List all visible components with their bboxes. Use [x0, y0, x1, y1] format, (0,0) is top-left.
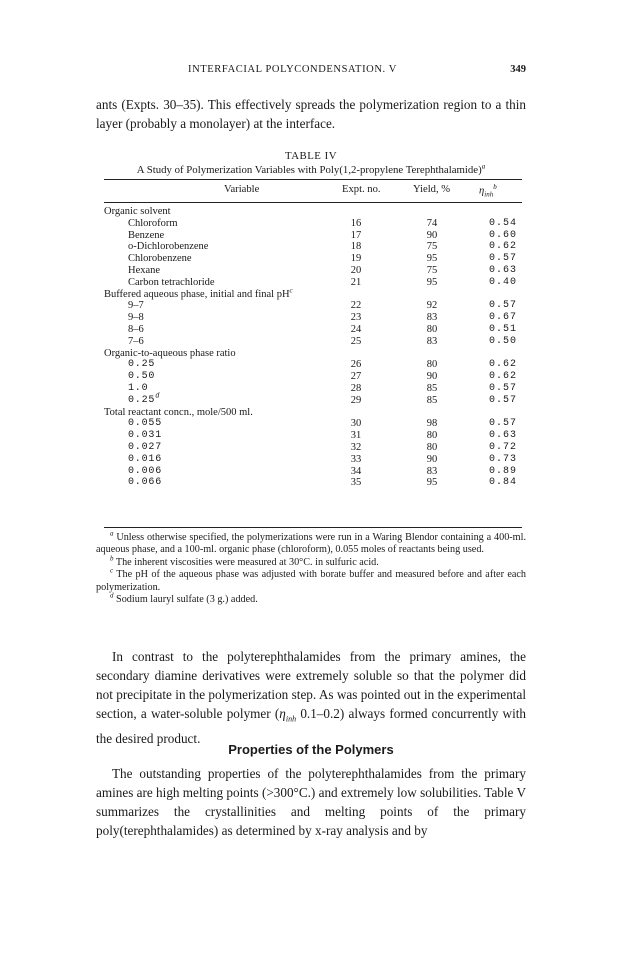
table-row: [104, 371, 522, 383]
table-row: [104, 336, 522, 348]
page-number: 349: [510, 64, 526, 75]
table-row: [104, 230, 522, 242]
table-row: [104, 477, 522, 489]
cell-yield: 75: [426, 264, 438, 276]
cell-yield: 90: [426, 371, 438, 383]
inline-eta-symbol: η: [279, 706, 286, 721]
table-group-heading: [104, 286, 522, 301]
cell-yield: 95: [426, 253, 438, 265]
cell-yield: 80: [426, 441, 438, 453]
cell-variable: [128, 454, 162, 466]
table-row: [104, 312, 522, 324]
cell-eta-inh: 0.84: [489, 477, 518, 489]
cell-variable-text: Hexane: [128, 264, 161, 276]
cell-variable: [128, 218, 178, 230]
cell-variable-text: 0.016: [128, 453, 163, 465]
cell-expt-no: 32: [350, 441, 362, 453]
cell-yield: 95: [426, 276, 438, 288]
paragraph-2-before: In contrast to the polyterephthalamides from the primary amines, the secondary diamine derivatives were extremely soluble so that the polymer did not precipitate in the polymerization step. As was pointed out in the experimental section, a water-soluble polymer (: [96, 649, 526, 721]
cell-eta-inh: 0.57: [489, 382, 518, 394]
cell-variable: [128, 477, 162, 489]
table-group-heading: [104, 206, 522, 218]
cell-expt-no: 29: [350, 394, 362, 406]
cell-variable: [128, 300, 144, 312]
cell-expt-no: 25: [350, 335, 362, 347]
cell-expt-no: 19: [350, 253, 362, 265]
cell-variable: [128, 430, 162, 442]
section-heading: Properties of the Polymers: [228, 742, 394, 757]
footnote: [96, 554, 526, 569]
cell-eta-inh: 0.57: [489, 300, 518, 312]
cell-variable-text: 9–8: [128, 312, 144, 324]
table-group-heading: [104, 407, 522, 419]
footnote-mark: a: [110, 529, 114, 538]
footnote-text: Sodium lauryl sulfate (3 g.) added.: [113, 594, 258, 606]
group-title: Total reactant concn., mole/500 ml.: [104, 406, 253, 418]
cell-yield: 74: [426, 217, 438, 229]
cell-variable: [128, 241, 208, 253]
paragraph-2: [96, 647, 526, 748]
cell-variable: [128, 466, 162, 478]
cell-variable-text: Benzene: [128, 229, 165, 241]
cell-variable-text: 9–7: [128, 300, 144, 312]
cell-expt-no: 16: [350, 217, 362, 229]
cell-yield: 80: [426, 323, 438, 335]
cell-eta-inh: 0.50: [489, 335, 518, 347]
cell-expt-no: 28: [350, 382, 362, 394]
cell-yield: 83: [426, 312, 438, 324]
table-row: [104, 253, 522, 265]
cell-yield: 90: [426, 453, 438, 465]
cell-eta-inh: 0.40: [489, 276, 518, 288]
cell-variable-text: 0.25: [128, 359, 156, 371]
cell-eta-inh: 0.72: [489, 441, 518, 453]
cell-yield: 85: [426, 382, 438, 394]
caption-footnote-mark: a: [481, 162, 486, 171]
cell-expt-no: 20: [350, 264, 362, 276]
cell-expt-no: 30: [350, 418, 362, 430]
cell-yield: 83: [426, 465, 438, 477]
eta-subscript: inh: [484, 190, 494, 199]
table-header-row: [104, 183, 522, 199]
cell-variable-text: 0.031: [128, 430, 163, 442]
cell-variable-text: 0.25: [128, 394, 156, 406]
cell-eta-inh: 0.63: [489, 264, 518, 276]
cell-expt-no: 33: [350, 453, 362, 465]
cell-variable-text: Chlorobenzene: [128, 253, 192, 265]
table-row: [104, 241, 522, 253]
group-title: Organic solvent: [104, 206, 171, 217]
cell-expt-no: 23: [350, 312, 362, 324]
table-row: [104, 324, 522, 336]
eta-footnote-mark: b: [493, 183, 497, 191]
table-row: [104, 218, 522, 230]
column-header-variable: Variable: [224, 184, 260, 195]
footnote-text: The inherent viscosities were measured at 30°C. in sulfuric acid.: [113, 556, 379, 568]
group-title: Organic-to-aqueous phase ratio: [104, 347, 236, 359]
cell-variable-text: Carbon tetrachloride: [128, 276, 215, 288]
cell-yield: 98: [426, 418, 438, 430]
column-header-yield: Yield, %: [413, 184, 451, 195]
cell-variable: [128, 442, 162, 454]
cell-variable: [128, 324, 144, 336]
footnote-mark: b: [110, 554, 114, 563]
running-header: [96, 64, 526, 78]
cell-expt-no: 22: [350, 300, 362, 312]
column-header-expt-no: Expt. no.: [342, 184, 381, 195]
footnote: [96, 529, 526, 557]
column-header-eta-inh: [479, 183, 497, 199]
cell-yield: 80: [426, 430, 438, 442]
cell-variable: [128, 230, 164, 242]
footnote: [96, 566, 526, 594]
cell-eta-inh: 0.63: [489, 430, 518, 442]
cell-yield: 83: [426, 335, 438, 347]
paragraph-3: The outstanding properties of the polyterephthalamides from the primary amines are high melting points (>300°C.) and extremely low solubilities. Table V summarizes the crystallinities and melting points of the primary poly(terephthalamides) as determined by x-ray analysis and by: [96, 766, 526, 838]
cell-eta-inh: 0.54: [489, 217, 518, 229]
table-row: [104, 430, 522, 442]
cell-eta-inh: 0.60: [489, 229, 518, 241]
inline-eta: [279, 706, 297, 724]
cell-yield: 85: [426, 394, 438, 406]
cell-expt-no: 34: [350, 465, 362, 477]
table-header-rule: [104, 202, 522, 203]
table-row: [104, 418, 522, 430]
cell-variable-text: 0.006: [128, 465, 163, 477]
cell-variable: [128, 336, 144, 348]
cell-expt-no: 27: [350, 371, 362, 383]
footnote: [96, 591, 526, 606]
cell-variable-text: 0.066: [128, 477, 163, 489]
table-caption: [96, 164, 526, 176]
cell-variable-text: 7–6: [128, 335, 144, 347]
cell-eta-inh: 0.57: [489, 253, 518, 265]
cell-eta-inh: 0.62: [489, 241, 518, 253]
cell-yield: 80: [426, 359, 438, 371]
cell-variable-text: 1.0: [128, 382, 149, 394]
cell-yield: 92: [426, 300, 438, 312]
eta-symbol: η: [479, 185, 485, 197]
table-bottom-rule: [104, 527, 522, 528]
cell-variable: [128, 265, 160, 277]
table-row: [104, 300, 522, 312]
group-title: Buffered aqueous phase, initial and final pH: [104, 288, 290, 300]
cell-expt-no: 35: [350, 477, 362, 489]
cell-yield: 95: [426, 477, 438, 489]
table-top-rule: [104, 179, 522, 180]
cell-eta-inh: 0.73: [489, 453, 518, 465]
paragraph-2-after: 0.1–0.2) always formed concurrently with the desired product.: [96, 706, 526, 746]
cell-variable: [128, 392, 161, 407]
table-row: [104, 442, 522, 454]
footnote-text: The pH of the aqueous phase was adjusted with borate buffer and measured before and after each polymerization.: [96, 569, 526, 593]
cell-expt-no: 17: [350, 229, 362, 241]
table-caption-text: A Study of Polymerization Variables with Poly(1,2-propylene Terephthalamide): [136, 164, 482, 176]
cell-yield: 90: [426, 229, 438, 241]
cell-variable-text: 0.055: [128, 418, 163, 430]
footnote-mark: d: [110, 591, 114, 600]
cell-variable: [128, 277, 215, 289]
table-row: [104, 466, 522, 478]
cell-expt-no: 24: [350, 323, 362, 335]
cell-eta-inh: 0.62: [489, 371, 518, 383]
table-row: [104, 359, 522, 371]
cell-variable: [128, 418, 162, 430]
table-footnotes: [96, 529, 526, 606]
cell-eta-inh: 0.89: [489, 465, 518, 477]
cell-variable-text: 0.50: [128, 371, 156, 383]
table-group-heading: [104, 348, 522, 360]
cell-variable: [128, 253, 192, 265]
cell-footnote-mark: d: [155, 392, 161, 401]
cell-variable-text: 8–6: [128, 323, 144, 335]
table-label: TABLE IV: [284, 150, 337, 162]
paragraph-1: ants (Expts. 30–35). This effectively spreads the polymerization region to a thin layer (probably a monolayer) at the interface.: [96, 97, 526, 131]
cell-expt-no: 18: [350, 241, 362, 253]
table-row: [104, 265, 522, 277]
cell-expt-no: 26: [350, 359, 362, 371]
running-title: INTERFACIAL POLYCONDENSATION. V: [188, 64, 397, 75]
cell-variable: [128, 312, 144, 324]
inline-eta-subscript: inh: [285, 714, 297, 724]
group-footnote-mark: c: [289, 286, 293, 295]
cell-variable: [128, 383, 148, 395]
cell-variable: [128, 359, 155, 371]
cell-variable-text: Chloroform: [128, 217, 178, 229]
table-body: [104, 206, 522, 489]
cell-eta-inh: 0.67: [489, 312, 518, 324]
cell-eta-inh: 0.51: [489, 323, 518, 335]
footnote-text: Unless otherwise specified, the polymerizations were run in a Waring Blendor containing a 400-ml. aqueous phase, and a 100-ml. organic phase (chloroform), 0.055 moles of reactants being used.: [96, 532, 526, 556]
group-title-wrap: [104, 286, 293, 301]
cell-eta-inh: 0.62: [489, 359, 518, 371]
cell-yield: 75: [426, 241, 438, 253]
cell-variable-text: o-Dichlorobenzene: [128, 241, 209, 253]
cell-variable-text: 0.027: [128, 441, 163, 453]
table-row: [104, 454, 522, 466]
cell-eta-inh: 0.57: [489, 394, 518, 406]
cell-expt-no: 31: [350, 430, 362, 442]
cell-eta-inh: 0.57: [489, 418, 518, 430]
cell-variable: [128, 371, 155, 383]
table-row: [104, 277, 522, 289]
table-row: [104, 392, 522, 407]
cell-expt-no: 21: [350, 276, 362, 288]
footnote-mark: c: [110, 566, 114, 575]
table-row: [104, 383, 522, 395]
